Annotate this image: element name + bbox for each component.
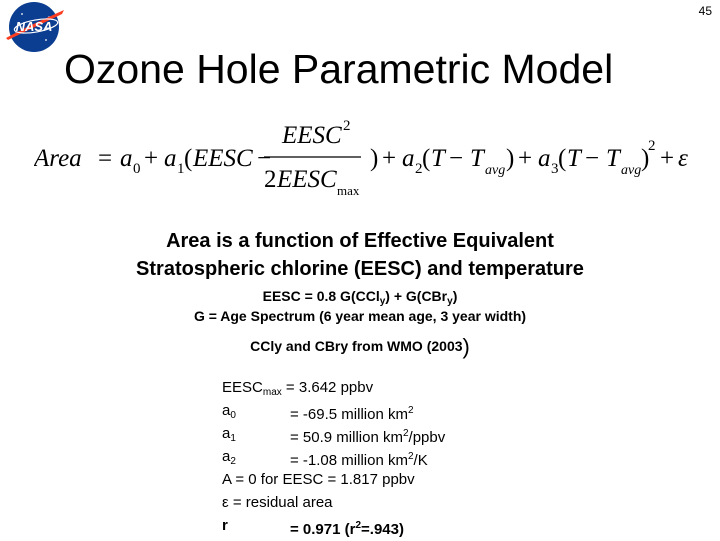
eq-equals: = [98,145,113,172]
param-eescmax [222,376,415,399]
param-eescmax-sub: max [262,387,282,398]
eesc-def-sub-y2: y [447,296,453,307]
eq-rparen: ) [506,145,515,172]
eq-epsilon: ε [678,145,688,172]
eq-minus: − [449,145,464,172]
eq-eesc-num: EESC [282,122,342,149]
eq-T: T [567,145,581,172]
param-a0-sub: 0 [230,410,236,421]
nasa-logo [2,0,66,54]
param-a1-sub: 1 [230,433,236,444]
eq-plus: + [144,145,159,172]
eq-T: T [606,145,620,172]
slide-number: 45 [698,4,712,18]
area-equation [34,112,694,202]
eq-sub2: 2 [415,161,423,177]
eq-rparen: ) [641,145,650,172]
eq-a: a [538,145,551,172]
eq-plus: + [518,145,533,172]
eq-a: a [164,145,177,172]
eq-area: Area [34,145,82,172]
eq-T: T [470,145,484,172]
eesc-def-part-a: EESC = 0.8 G(CCl [262,288,380,304]
description-line-2: Stratospheric chlorine (EESC) and temperature [136,258,584,280]
slide-title: Ozone Hole Parametric Model [64,46,614,92]
eq-sub1: 1 [177,161,185,177]
wmo-source-line [0,334,720,360]
eq-lparen: ( [422,145,431,172]
description-line-1: Area is a function of Effective Equivalent [166,230,554,252]
eq-a: a [120,145,133,172]
eq-eesc: EESC [193,145,253,172]
eq-plus: + [382,145,397,172]
eq-rparen: ) [370,145,379,172]
param-a1-value: = 50.9 million $km^2$/ppbv [290,428,446,446]
param-eescmax-value: = 3.642 ppbv [281,379,374,396]
eq-minus: − [257,145,272,172]
param-r [222,514,415,537]
param-area-zero: A = 0 for EESC = 1.817 ppbv [222,471,415,488]
eesc-definition [0,288,720,307]
eq-sub0: 0 [133,161,141,177]
param-r-value: = 0.971 $(r^2=.943)$ [290,520,404,538]
eesc-def-part-b: ) + G(CBr [385,288,448,304]
eq-max: max [337,183,360,198]
eq-lparen: ( [184,145,193,172]
param-r-label: r [222,517,228,534]
param-epsilon: ε = residual area [222,494,333,511]
eq-avg: avg [485,163,506,178]
eq-avg: avg [621,163,642,178]
eq-sq: 2 [648,138,656,154]
eq-eesc-den: EESC [277,166,337,193]
eq-plus: + [660,145,675,172]
param-a1 [222,422,446,446]
eq-a: a [402,145,415,172]
param-a2 [222,445,428,469]
eesc-def-part-c: ) [452,288,458,304]
nasa-logo-text: NASA [15,19,53,34]
eesc-def-sub-y1: y [379,296,386,307]
param-a1-label: a [222,425,231,442]
eq-sq: 2 [343,118,351,134]
age-spectrum-line: G = Age Spectrum (6 year mean age, 3 year width) [193,308,527,324]
param-eescmax-label: EESC [222,379,263,396]
eq-lparen: ( [558,145,567,172]
param-a2-sub: 2 [230,456,236,467]
eq-two: 2 [264,166,277,193]
eq-sub3: 3 [551,161,559,177]
param-a0 [222,399,415,422]
parameter-list [222,376,446,538]
param-a2-value: = -1.08 million $km^2/K$ [290,451,428,469]
eq-minus: − [585,145,600,172]
param-a0-value: = -69.5 million $km^2$ [290,405,414,423]
param-a0-label: a [222,402,231,419]
eq-T: T [431,145,445,172]
wmo-source-text: CCly and CBry from WMO (2003 [250,338,463,354]
param-a2-label: a [222,448,231,465]
wmo-source-paren: ) [462,334,470,359]
